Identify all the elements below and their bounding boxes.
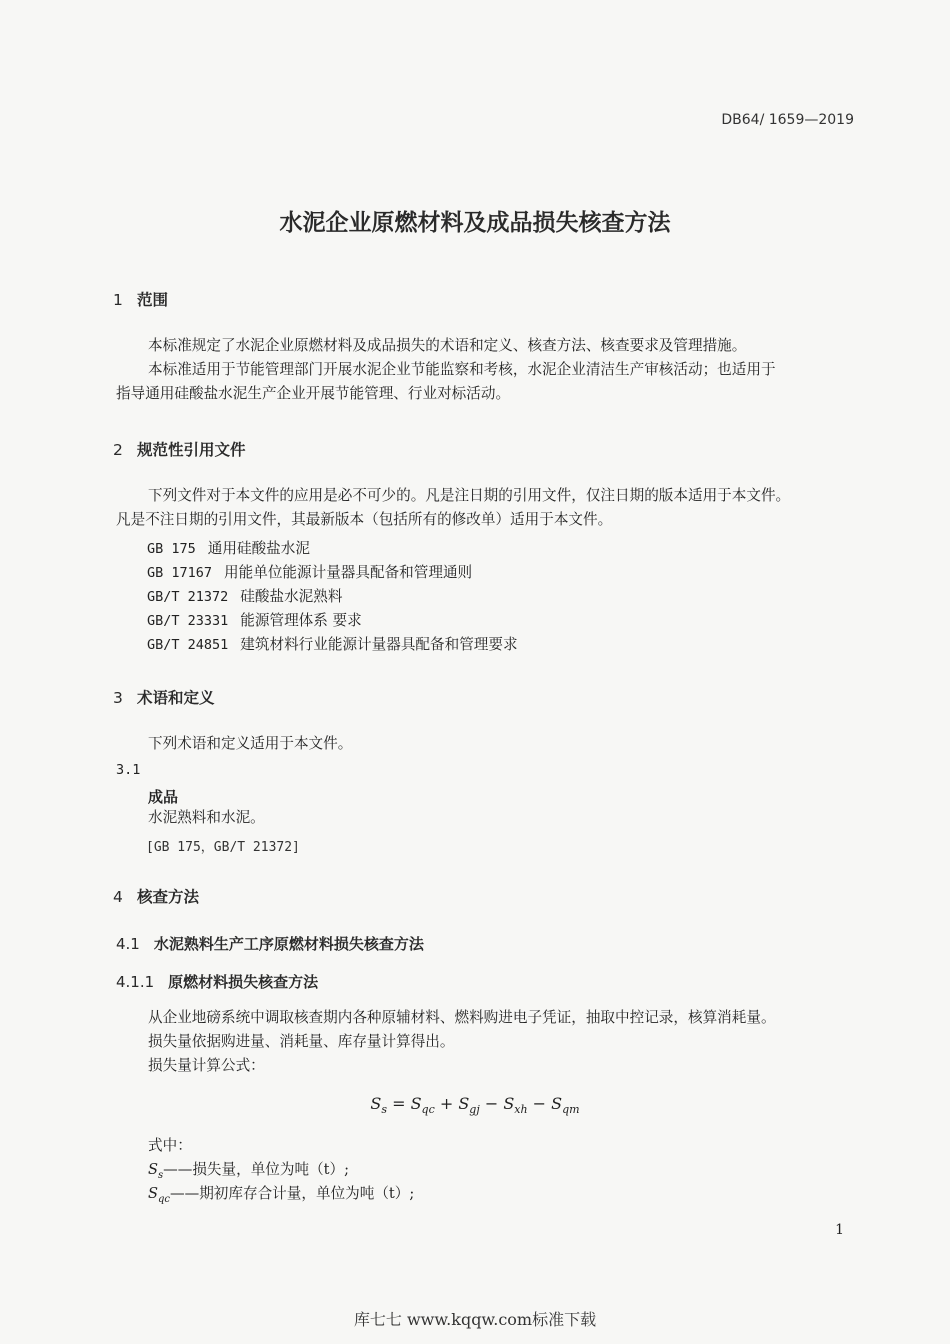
symbol-text: ——损失量，单位为吨（t）; [163, 1161, 350, 1178]
term-source: [GB 175，GB/T 21372] [146, 840, 300, 855]
standard-code: DB64/ 1659—2019 [721, 112, 854, 128]
section-number: 4 [113, 888, 123, 906]
section-title: 术语和定义 [137, 689, 215, 707]
reference-item [147, 561, 472, 582]
section-title: 规范性引用文件 [137, 441, 246, 459]
symbol-definition [148, 1182, 414, 1212]
where-label: 式中： [148, 1137, 192, 1154]
reference-item [147, 585, 342, 606]
symbol: $S_s$ [148, 1161, 164, 1181]
loss-formula: $S_s = S_{qc} + S_{gj} - S_{xh} - S_{qm}$ [370, 1094, 580, 1117]
section-number: 3 [113, 689, 123, 707]
normative-paragraph-line-1: 下列文件对于本文件的应用是必不可少的。凡是注日期的引用文件，仅注日期的版本适用于本文件。 [148, 487, 791, 504]
section-number: 1 [113, 291, 123, 309]
method-paragraph-3: 损失量计算公式： [148, 1057, 265, 1074]
document-title: 水泥企业原燃材料及成品损失核查方法 [279, 210, 671, 236]
term-definition: 水泥熟料和水泥。 [148, 809, 265, 826]
reference-title: 硅酸盐水泥熟料 [240, 588, 343, 605]
reference-title: 能源管理体系 要求 [240, 612, 362, 629]
reference-code: GB/T 23331 [147, 613, 229, 629]
page-number: 1 [835, 1222, 844, 1238]
section-3-heading [113, 686, 215, 708]
scope-paragraph-2-line-2: 指导通用硅酸盐水泥生产企业开展节能管理、行业对标活动。 [116, 385, 511, 402]
reference-item [147, 609, 362, 630]
subsection-number: 4.1.1 [116, 973, 155, 991]
symbol-text: ——期初库存合计量，单位为吨（t）; [170, 1185, 415, 1202]
section-title: 核查方法 [137, 888, 200, 906]
section-4-heading [113, 885, 199, 907]
reference-code: GB/T 24851 [147, 637, 229, 653]
method-paragraph-1: 从企业地磅系统中调取核查期内各种原辅材料、燃料购进电子凭证，抽取中控记录，核算消耗量。 [148, 1009, 776, 1026]
section-number: 2 [113, 441, 123, 459]
term-number: 3.1 [116, 762, 141, 778]
normative-paragraph-line-2: 凡是不注日期的引用文件，其最新版本（包括所有的修改单）适用于本文件。 [116, 511, 613, 528]
reference-code: GB 17167 [147, 565, 213, 581]
method-paragraph-2: 损失量依据购进量、消耗量、库存量计算得出。 [148, 1033, 455, 1050]
scope-paragraph-2-line-1: 本标准适用于节能管理部门开展水泥企业节能监察和考核，水泥企业清洁生产审核活动；也适用于 [148, 361, 776, 378]
reference-code: GB/T 21372 [147, 589, 229, 605]
subsection-title: 水泥熟料生产工序原燃材料损失核查方法 [153, 935, 424, 953]
footer-watermark: 库七七 www.kqqw.com标准下载 [353, 1310, 597, 1329]
subsection-4-1-1-heading [116, 971, 318, 992]
section-title: 范围 [137, 291, 169, 309]
section-1-heading [113, 288, 168, 310]
reference-title: 通用硅酸盐水泥 [207, 540, 310, 557]
reference-item [147, 537, 310, 558]
symbol: $S_{qc}$ [148, 1185, 171, 1205]
terms-intro: 下列术语和定义适用于本文件。 [148, 735, 353, 752]
term-name: 成品 [148, 788, 179, 806]
subsection-number: 4.1 [116, 935, 140, 953]
reference-title: 建筑材料行业能源计量器具配备和管理要求 [240, 636, 518, 653]
scope-paragraph-1: 本标准规定了水泥企业原燃材料及成品损失的术语和定义、核查方法、核查要求及管理措施。 [148, 337, 747, 354]
reference-title: 用能单位能源计量器具配备和管理通则 [224, 564, 473, 581]
reference-code: GB 175 [147, 541, 196, 557]
section-2-heading [113, 438, 246, 460]
subsection-title: 原燃材料损失核查方法 [168, 973, 319, 991]
reference-item [147, 633, 518, 654]
subsection-4-1-heading [116, 933, 424, 954]
